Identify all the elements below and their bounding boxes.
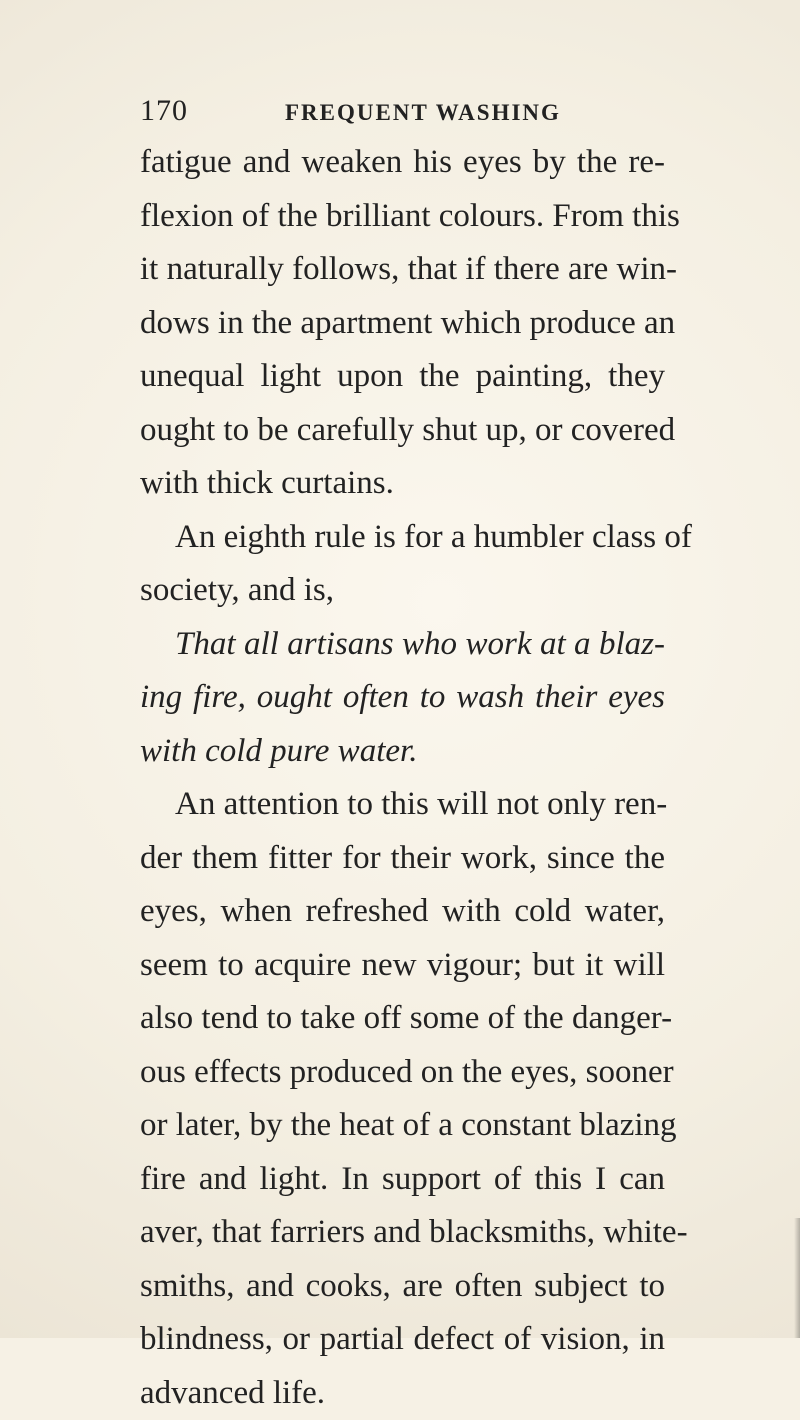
text-line: flexion of the brilliant colours. From this	[140, 190, 665, 244]
text-line: ing fire, ought often to wash their eyes	[140, 671, 665, 725]
text-line: dows in the apartment which produce an	[140, 297, 665, 351]
text-line: with cold pure water.	[140, 725, 665, 779]
text-line: der them fitter for their work, since the	[140, 832, 665, 886]
body-text	[140, 136, 665, 1420]
text-line: eyes, when refreshed with cold water,	[140, 885, 665, 939]
text-line: unequal light upon the painting, they	[140, 350, 665, 404]
text-line: advanced life.	[140, 1367, 665, 1420]
text-line: aver, that farriers and blacksmiths, white-	[140, 1206, 665, 1260]
text-line: That all artisans who work at a blaz-	[140, 618, 665, 672]
text-line: An attention to this will not only ren-	[140, 778, 665, 832]
text-line: ous effects produced on the eyes, sooner	[140, 1046, 665, 1100]
page-number: 170	[140, 96, 188, 126]
running-head: FREQUENT WASHING	[285, 100, 561, 126]
text-line: fatigue and weaken his eyes by the re-	[140, 136, 665, 190]
text-line: society, and is,	[140, 564, 665, 618]
text-line: with thick curtains.	[140, 457, 665, 511]
page-edge-shadow	[794, 1218, 800, 1338]
text-line: An eighth rule is for a humbler class of	[140, 511, 665, 565]
text-line: seem to acquire new vigour; but it will	[140, 939, 665, 993]
text-line: fire and light. In support of this I can	[140, 1153, 665, 1207]
text-line: it naturally follows, that if there are win-	[140, 243, 665, 297]
text-line: ought to be carefully shut up, or covered	[140, 404, 665, 458]
text-line: or later, by the heat of a constant blazing	[140, 1099, 665, 1153]
page-header	[140, 96, 660, 130]
text-line: smiths, and cooks, are often subject to	[140, 1260, 665, 1314]
text-line: also tend to take off some of the danger-	[140, 992, 665, 1046]
text-line: blindness, or partial defect of vision, in	[140, 1313, 665, 1367]
